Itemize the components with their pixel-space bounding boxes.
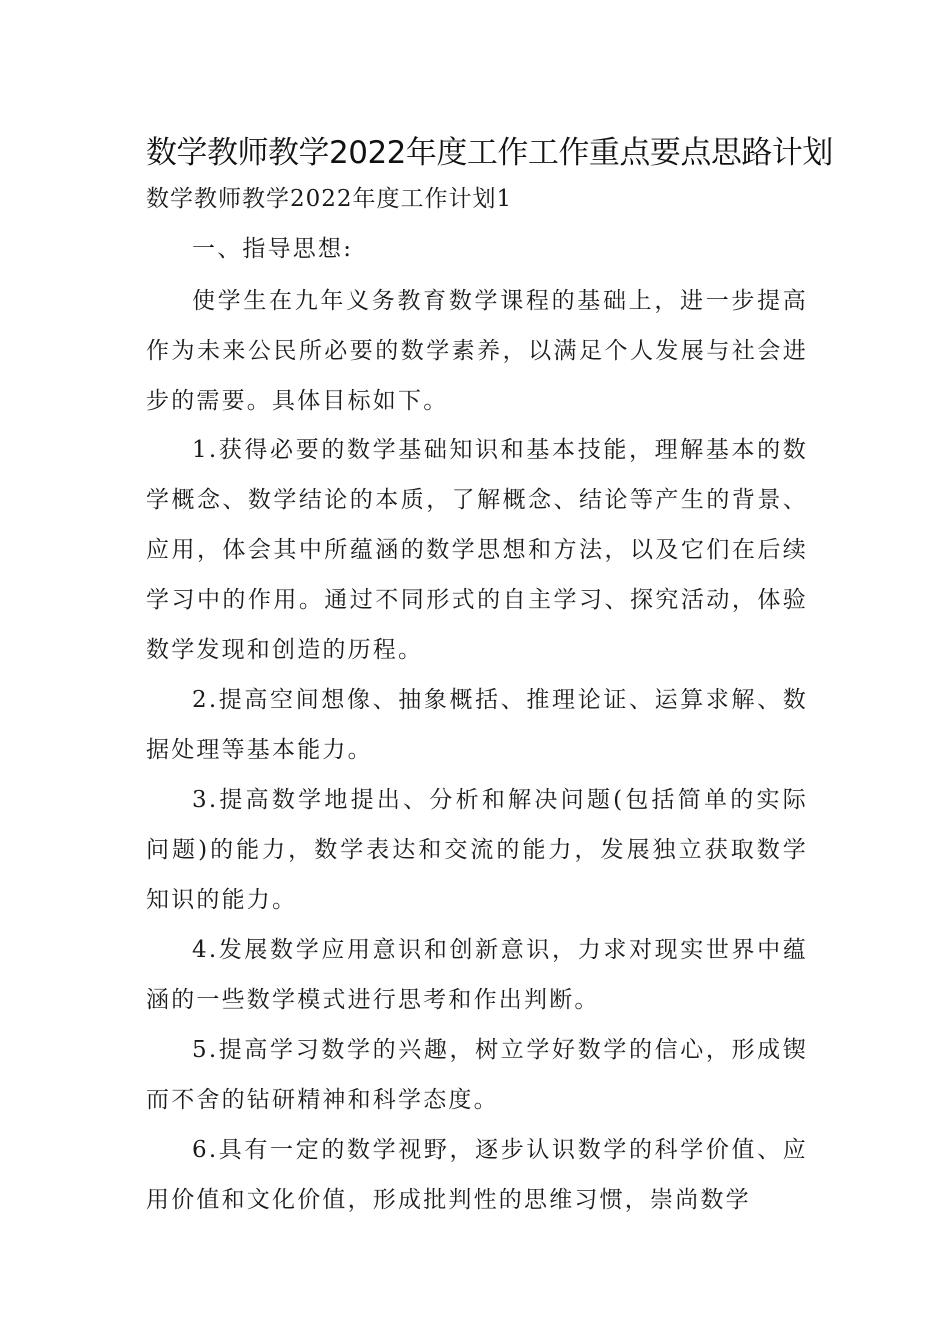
document-subtitle: 数学教师教学2022年度工作计划1: [146, 186, 513, 212]
paragraph-goal-4: 4.发展数学应用意识和创新意识，力求对现实世界中蕴涵的一些数学模式进行思考和作出判断。: [146, 937, 808, 1013]
paragraph-goal-2: 2.提高空间想像、抽象概括、推理论证、运算求解、数据处理等基本能力。: [146, 687, 808, 763]
section-heading: 一、指导思想:: [192, 236, 354, 262]
paragraph-intro: 使学生在九年义务教育数学课程的基础上，进一步提高作为未来公民所必要的数学素养，以满足个人发展与社会进步的需要。具体目标如下。: [146, 288, 808, 414]
paragraph-goal-1: 1.获得必要的数学基础知识和基本技能，理解基本的数学概念、数学结论的本质，了解概念、结论等产生的背景、应用，体会其中所蕴涵的数学思想和方法，以及它们在后续学习中的作用。通过不同形式的自主学习、探究活动，体验数学发现和创造的历程。: [146, 437, 808, 663]
paragraph-goal-3: 3.提高数学地提出、分析和解决问题(包括简单的实际问题)的能力，数学表达和交流的能力，发展独立获取数学知识的能力。: [146, 787, 808, 913]
paragraph-goal-5: 5.提高学习数学的兴趣，树立学好数学的信心，形成锲而不舍的钻研精神和科学态度。: [146, 1037, 808, 1113]
document-title: 数学教师教学2022年度工作工作重点要点思路计划: [146, 135, 833, 171]
paragraph-goal-6: 6.具有一定的数学视野，逐步认识数学的科学价值、应用价值和文化价值，形成批判性的思维习惯，崇尚数学: [146, 1137, 808, 1213]
